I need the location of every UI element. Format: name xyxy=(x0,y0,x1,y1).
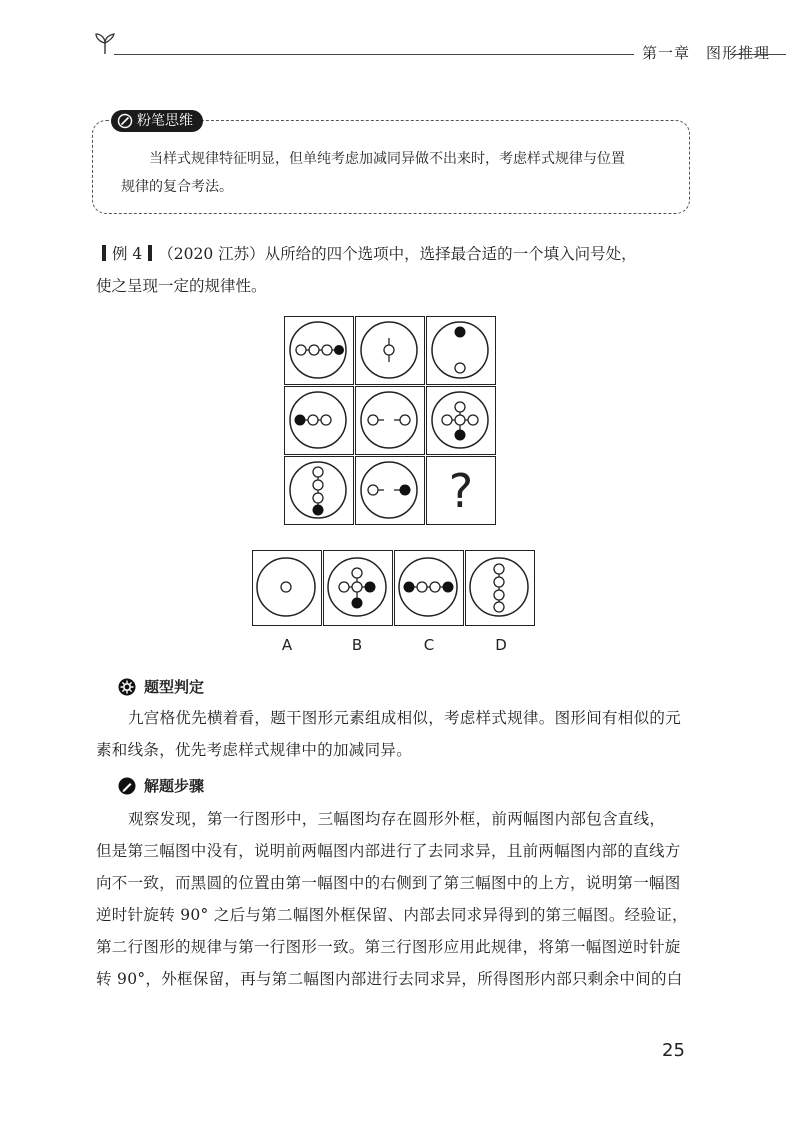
option-label[interactable]: B xyxy=(351,636,363,654)
option-a-figure[interactable] xyxy=(252,550,322,626)
section-heading-type xyxy=(118,676,204,697)
option-c-figure[interactable] xyxy=(394,550,464,626)
grid-cell xyxy=(284,386,354,455)
question-label: 例 4 xyxy=(112,245,143,263)
tip-line: 规律的复合考法。 xyxy=(121,179,233,195)
question-line: （2020 江苏）从所给的四个选项中，选择最合适的一个填入问号处， xyxy=(158,245,637,263)
pencil-circle-icon xyxy=(117,113,133,129)
option-label[interactable]: C xyxy=(423,636,435,654)
option-d-figure[interactable] xyxy=(465,550,535,626)
header-rule xyxy=(114,54,634,55)
grid-cell xyxy=(426,386,496,455)
section-title: 题型判定 xyxy=(144,678,205,696)
page-header xyxy=(92,30,782,70)
option-b-figure[interactable] xyxy=(323,550,393,626)
section-title: 解题步骤 xyxy=(144,777,205,795)
sprout-icon xyxy=(92,30,118,56)
grid-cell xyxy=(284,316,354,385)
para-line: 向不一致，而黑圆的位置由第一幅图中的右侧到了第三幅图中的上方，说明第一幅图 xyxy=(96,874,681,892)
tip-badge xyxy=(111,110,203,132)
tip-box xyxy=(92,113,690,214)
gear-icon xyxy=(118,678,136,696)
section1-paragraph xyxy=(96,702,696,766)
grid-cell xyxy=(426,316,496,385)
question-line: 使之呈现一定的规律性。 xyxy=(96,277,267,295)
tip-line: 当样式规律特征明显，但单纯考虑加减同异做不出来时，考虑样式规律与位置 xyxy=(149,151,625,167)
para-line: 九宫格优先横着看，题干图形元素组成相似，考虑样式规律。图形间有相似的元 xyxy=(128,709,682,727)
pen-icon xyxy=(118,777,136,795)
para-line: 观察发现，第一行图形中，三幅图均存在圆形外框，前两幅图内部包含直线， xyxy=(128,810,666,828)
grid-cell xyxy=(355,316,425,385)
page-number: 25 xyxy=(662,1040,685,1061)
section-heading-steps xyxy=(118,775,204,796)
question-text xyxy=(96,238,696,302)
para-line: 素和线条，优先考虑样式规律中的加减同异。 xyxy=(96,741,413,759)
grid-cell xyxy=(355,386,425,455)
option-label[interactable]: A xyxy=(281,636,293,654)
question-mark-cell xyxy=(426,456,496,525)
grid-cell xyxy=(355,456,425,525)
para-line: 转 90°，外框保留，再与第二幅图内部进行去同求异，所得图形内部只剩余中间的白 xyxy=(96,970,683,988)
para-line: 逆时针旋转 90° 之后与第二幅图外框保留、内部去同求异得到的第三幅图。经验证， xyxy=(96,906,688,924)
chapter-title: 第一章 图形推理 xyxy=(642,44,771,62)
tip-badge-label: 粉笔思维 xyxy=(137,113,193,129)
tip-text xyxy=(121,145,677,201)
label-bar xyxy=(102,245,106,261)
question-mark: ? xyxy=(448,463,474,518)
para-line: 第二行图形的规律与第一行图形一致。第三行图形应用此规律，将第一幅图逆时针旋 xyxy=(96,938,681,956)
section2-paragraph xyxy=(96,803,696,995)
label-bar xyxy=(148,245,152,261)
option-label[interactable]: D xyxy=(495,636,507,654)
grid-cell xyxy=(284,456,354,525)
para-line: 但是第三幅图中没有，说明前两幅图内部进行了去同求异，且前两幅图内部的直线方 xyxy=(96,842,681,860)
header-rule-right xyxy=(730,54,786,55)
